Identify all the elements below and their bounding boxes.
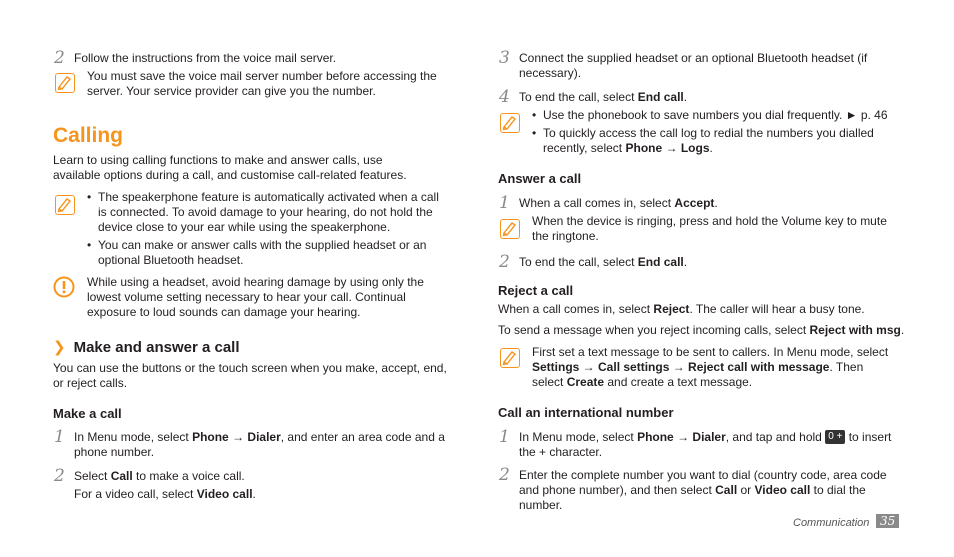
note-icon [500,219,520,239]
reject-text: When a call comes in, select Reject. The caller will hear a busy tone. [498,302,865,316]
heading-make-call: Make a call [53,406,122,421]
step-text: To end the call, select End call. [519,255,688,269]
list-item: • The speakerphone feature is automatically activated when a call is connected. To avoid damage to your hearing, do not hold the device close to your ear while using the speakerphone. [87,190,447,235]
warning-text: While using a headset, avoid hearing damage by using only the lowest volume setting necessary to hear your call. Continual exposure to loud sounds can damage your hearing. [87,275,424,319]
note-bullet-list [532,108,892,159]
step-number: 2 [54,466,65,486]
heading-reject-call: Reject a call [498,283,574,298]
step-text: Follow the instructions from the voice mail server. [74,51,337,65]
heading-answer-call: Answer a call [498,171,582,186]
zero-plus-key-icon: 0 + [825,430,845,444]
note-bullet-list [87,190,447,271]
section-title: Calling [53,124,124,147]
note-text: You must save the voice mail server number before accessing the server. Your service provider can give you the number. [87,69,437,98]
step-text: Select Call to make a voice call. [74,469,245,483]
note-text: When the device is ringing, press and hold the Volume key to mute the ringtone. [532,214,887,243]
step-number: 1 [54,427,65,447]
warning-icon [53,276,75,298]
list-item: • Use the phonebook to save numbers you dial frequently. ► p. 46 [532,108,892,123]
step-text: Enter the complete number you want to dial (country code, area code and phone number), and then select Call or Video call to dial the number. [519,468,887,512]
chevron-right-icon: ❯ [53,339,66,356]
subsection-intro: You can use the buttons or the touch screen when you make, accept, end, or reject calls. [53,361,447,390]
step-number: 1 [499,193,510,213]
subsection-title [53,339,240,357]
reject-msg-text: To send a message when you reject incoming calls, select Reject with msg. [498,323,905,337]
note-icon [55,73,75,93]
footer-section-label: Communication [793,517,870,529]
step-text: When a call comes in, select Accept. [519,196,718,210]
step-number: 2 [499,252,510,272]
step-text: In Menu mode, select Phone → Dialer, and enter an area code and a phone number. [74,430,445,459]
step-text: Connect the supplied headset or an optional Bluetooth headset (if necessary). [519,51,868,80]
note-icon [55,195,75,215]
heading-international-call: Call an international number [498,405,674,420]
page-number: 35 [876,514,899,528]
step-subtext: For a video call, select Video call. [74,487,256,501]
step-text: In Menu mode, select Phone → Dialer, and tap and hold 0 + to insert the + character. [519,430,892,459]
note-text: First set a text message to be sent to callers. In Menu mode, select Settings → Call settings → Reject call with message. Then select Create and create a text message. [532,345,889,389]
section-intro: Learn to using calling functions to make and answer calls, use available options during a call, and customise call-related features. [53,153,407,182]
step-number: 4 [499,87,510,107]
step-number: 3 [499,48,510,68]
note-icon [500,113,520,133]
note-icon [500,348,520,368]
step-number: 2 [499,465,510,485]
list-item: • You can make or answer calls with the supplied headset or an optional Bluetooth headset. [87,238,447,268]
step-text: To end the call, select End call. [519,90,688,104]
step-number: 1 [499,427,510,447]
step-number: 2 [54,48,65,68]
list-item: • To quickly access the call log to redial the numbers you dialled recently, select Phone → Logs. [532,126,892,156]
subsection-title-text: Make and answer a call [73,339,240,356]
